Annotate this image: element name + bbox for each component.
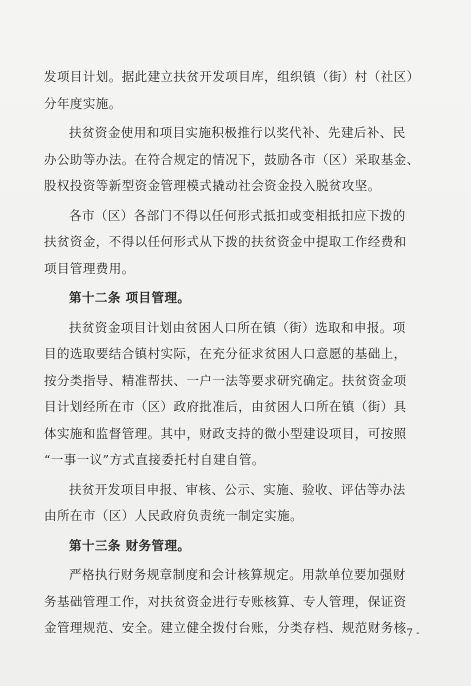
text-line: 扶贫开发项目申报、审核、公示、实施、验收、评估等办法 (69, 481, 406, 497)
paragraph-project-plan-continued (44, 64, 431, 117)
article-12-heading: 第十二条 项目管理。 (69, 290, 191, 305)
page-number: - 7 - (400, 628, 420, 639)
text-line: 扶贫资金使用和项目实施积极推行以奖代补、先建后补、民 (69, 125, 406, 140)
text-line: 体实施和监督管理。其中，财政支持的微小型建设项目，可按照 (44, 425, 407, 441)
text-line: 按分类指导、精准帮扶、一户一法等要求研究确定。扶贫资金项 (44, 372, 407, 388)
text-line: 项目管理费用。 (44, 260, 135, 276)
text-line: 由所在市（区）人民政府负责统一制定实施。 (44, 508, 304, 523)
text-line: 扶贫资金，不得以任何形式从下拨的扶贫资金中提取工作经费和 (44, 234, 407, 249)
text-line: 分年度实施。 (44, 95, 122, 111)
text-line: “一事一议”方式直接委托村自建自管。 (44, 452, 265, 467)
document-body (44, 64, 431, 645)
text-line: 办公助等办法。在符合规定的情况下，鼓励各市（区）采取基金、 (44, 151, 420, 167)
text-line: 务基础管理工作，对扶贫资金进行专账核算、专人管理，保证资 (44, 593, 407, 609)
text-line: 发项目计划。据此建立扶贫开发项目库，组织镇（街）村（社区） (44, 69, 420, 84)
paragraph-funding-methods (44, 120, 431, 200)
paragraph-no-deduction (44, 203, 431, 283)
text-line: 扶贫资金项目计划由贫困人口所在镇（街）选取和申报。项 (69, 319, 406, 335)
paragraph-project-selection (44, 315, 431, 474)
text-line: 目计划经所在市（区）政府批准后，由贫困人口所在镇（街）具 (44, 399, 407, 414)
paragraph-financial-rules (44, 562, 431, 642)
text-line: 严格执行财务规章制度和会计核算规定。用款单位要加强财 (69, 567, 406, 582)
text-line: 目的选取要结合镇村实际，在充分征求贫困人口意愿的基础上， (44, 346, 407, 361)
article-13-heading: 第十三条 财务管理。 (69, 537, 191, 553)
text-line: 金管理规范、安全。建立健全拨付台账，分类存档、规范财务核 (44, 620, 407, 635)
paragraph-project-procedures (44, 477, 431, 530)
text-line: 股权投资等新型资金管理模式撬动社会资金投入脱贫攻坚。 (44, 178, 381, 193)
text-line: 各市（区）各部门不得以任何形式抵扣或变相抵扣应下拨的 (69, 207, 406, 223)
